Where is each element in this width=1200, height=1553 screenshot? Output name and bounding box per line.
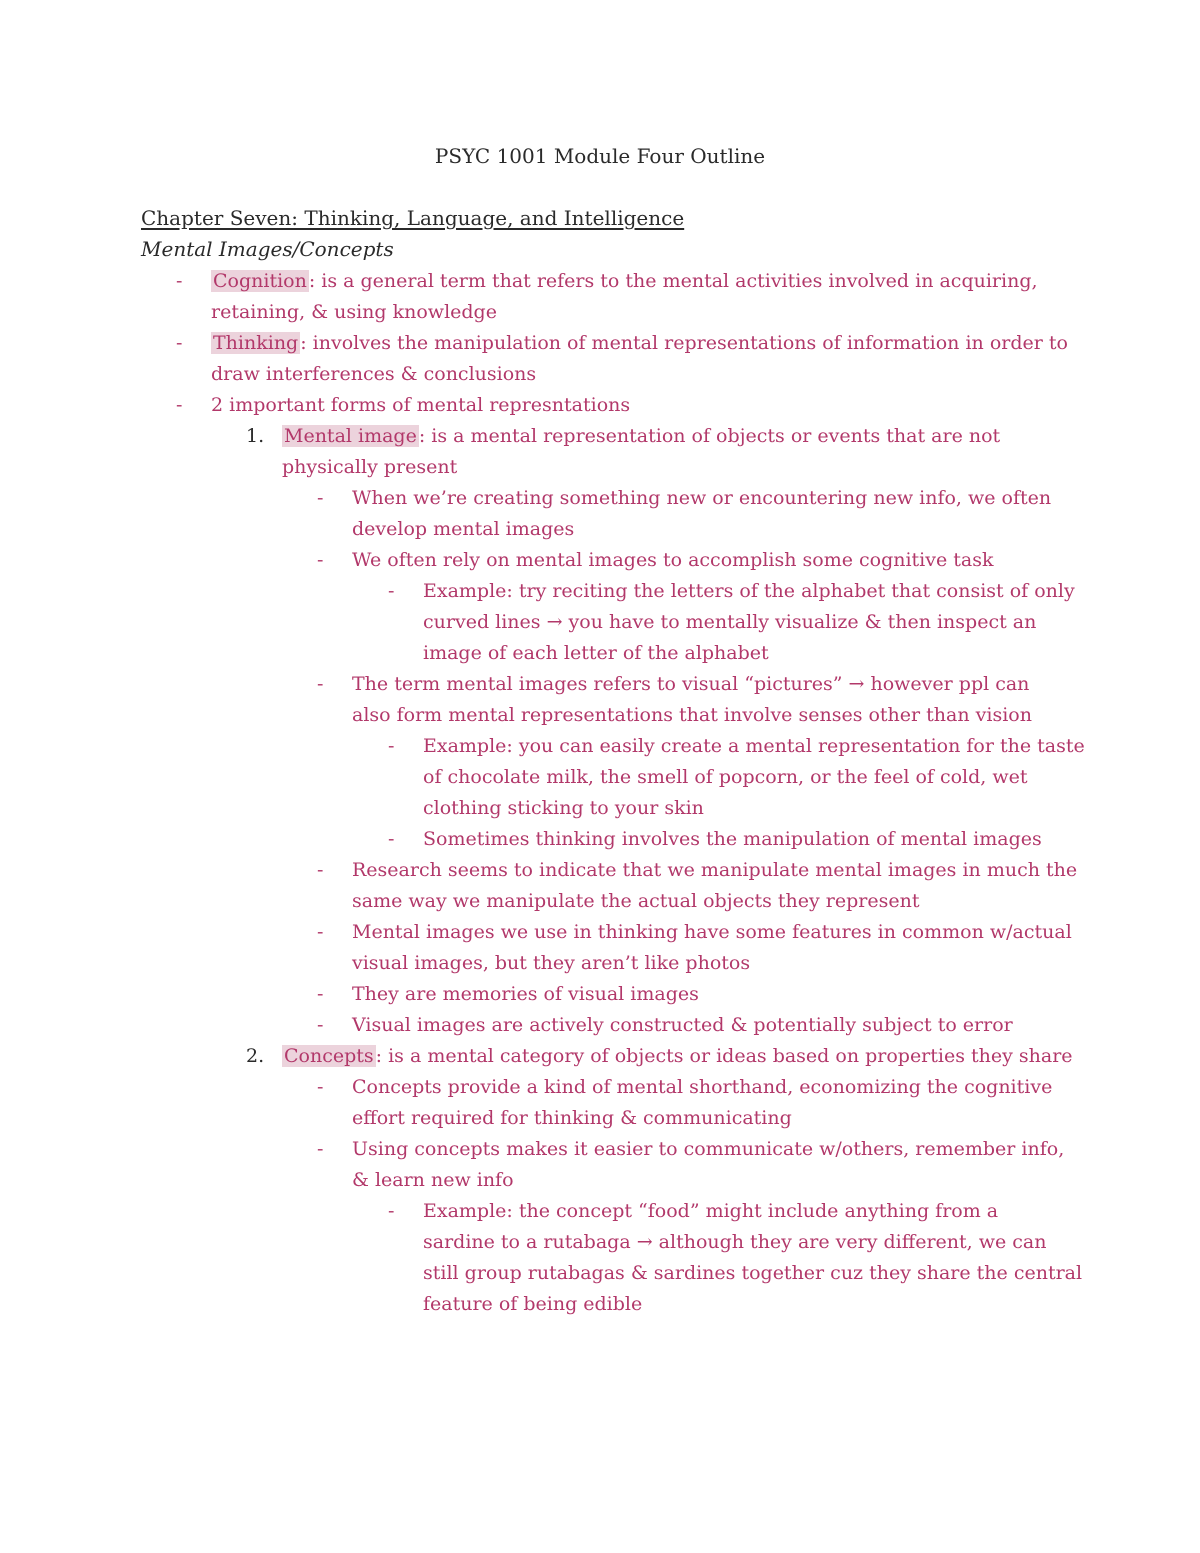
- term-mental-image: Mental image: [284, 425, 417, 447]
- list-item-mental-image: [282, 421, 1000, 452]
- term-thinking: Thinking: [213, 332, 299, 354]
- list-number: 1.: [246, 425, 265, 447]
- list-item-continuation: feature of being edible: [423, 1293, 643, 1315]
- bullet-dash: -: [317, 487, 324, 509]
- list-item: When we’re creating something new or encountering new info, we often: [352, 487, 1052, 509]
- bullet-dash: -: [388, 1200, 395, 1222]
- bullet-dash: -: [317, 1014, 324, 1036]
- list-item: Visual images are actively constructed & potentially subject to error: [352, 1014, 1013, 1036]
- bullet-dash: -: [176, 270, 183, 292]
- bullet-dash: -: [317, 983, 324, 1005]
- list-item: Sometimes thinking involves the manipulation of mental images: [423, 828, 1042, 850]
- list-item-thinking: [211, 328, 1068, 359]
- bullet-dash: -: [176, 332, 183, 354]
- list-item: Concepts provide a kind of mental shorthand, economizing the cognitive: [352, 1076, 1053, 1098]
- list-item-continuation: physically present: [282, 456, 458, 478]
- list-item: Research seems to indicate that we manipulate mental images in much the: [352, 859, 1078, 881]
- definition-text: : is a general term that refers to the mental activities involved in acquiring,: [308, 270, 1038, 292]
- list-item-continuation: curved lines → you have to mentally visualize & then inspect an: [423, 611, 1037, 633]
- list-item: Example: you can easily create a mental representation for the taste: [423, 735, 1085, 757]
- list-item-continuation: retaining, & using knowledge: [211, 301, 497, 323]
- list-item: Example: the concept “food” might include anything from a: [423, 1200, 999, 1222]
- list-item-forms: 2 important forms of mental represntations: [211, 394, 631, 416]
- term-cognition: Cognition: [213, 270, 307, 292]
- bullet-dash: -: [388, 580, 395, 602]
- list-number: 2.: [246, 1045, 265, 1067]
- list-item: Mental images we use in thinking have some features in common w/actual: [352, 921, 1072, 943]
- list-item-continuation: also form mental representations that involve senses other than vision: [352, 704, 1032, 726]
- bullet-dash: -: [176, 394, 183, 416]
- section-heading: Mental Images/Concepts: [141, 237, 394, 261]
- list-item-continuation: sardine to a rutabaga → although they are very different, we can: [423, 1231, 1047, 1253]
- bullet-dash: -: [388, 735, 395, 757]
- term-concepts: Concepts: [284, 1045, 374, 1067]
- bullet-dash: -: [317, 549, 324, 571]
- bullet-dash: -: [388, 828, 395, 850]
- document-title: PSYC 1001 Module Four Outline: [434, 144, 766, 168]
- bullet-dash: -: [317, 859, 324, 881]
- list-item-continuation: clothing sticking to your skin: [423, 797, 704, 819]
- list-item-continuation: effort required for thinking & communicating: [352, 1107, 792, 1129]
- list-item-continuation: of chocolate milk, the smell of popcorn, or the feel of cold, wet: [423, 766, 1028, 788]
- definition-text: : is a mental category of objects or ideas based on properties they share: [375, 1045, 1073, 1067]
- bullet-dash: -: [317, 921, 324, 943]
- bullet-dash: -: [317, 1076, 324, 1098]
- definition-text: : involves the manipulation of mental representations of information in order to: [300, 332, 1068, 354]
- list-item-continuation: visual images, but they aren’t like photos: [352, 952, 751, 974]
- list-item-continuation: same way we manipulate the actual objects they represent: [352, 890, 920, 912]
- list-item-continuation: still group rutabagas & sardines together cuz they share the central: [423, 1262, 1083, 1284]
- list-item-continuation: & learn new info: [352, 1169, 514, 1191]
- definition-text: : is a mental representation of objects or events that are not: [418, 425, 1001, 447]
- list-item: Using concepts makes it easier to communicate w/others, remember info,: [352, 1138, 1065, 1160]
- bullet-dash: -: [317, 673, 324, 695]
- list-item-continuation: develop mental images: [352, 518, 575, 540]
- list-item: They are memories of visual images: [352, 983, 699, 1005]
- list-item: We often rely on mental images to accomplish some cognitive task: [352, 549, 994, 571]
- list-item: Example: try reciting the letters of the alphabet that consist of only: [423, 580, 1075, 602]
- list-item-cognition: [211, 266, 1038, 297]
- chapter-heading: Chapter Seven: Thinking, Language, and Intelligence: [141, 206, 685, 230]
- bullet-dash: -: [317, 1138, 324, 1160]
- list-item-continuation: draw interferences & conclusions: [211, 363, 537, 385]
- list-item: The term mental images refers to visual “pictures” → however ppl can: [352, 673, 1030, 695]
- list-item-continuation: image of each letter of the alphabet: [423, 642, 769, 664]
- list-item-concepts: [282, 1041, 1073, 1072]
